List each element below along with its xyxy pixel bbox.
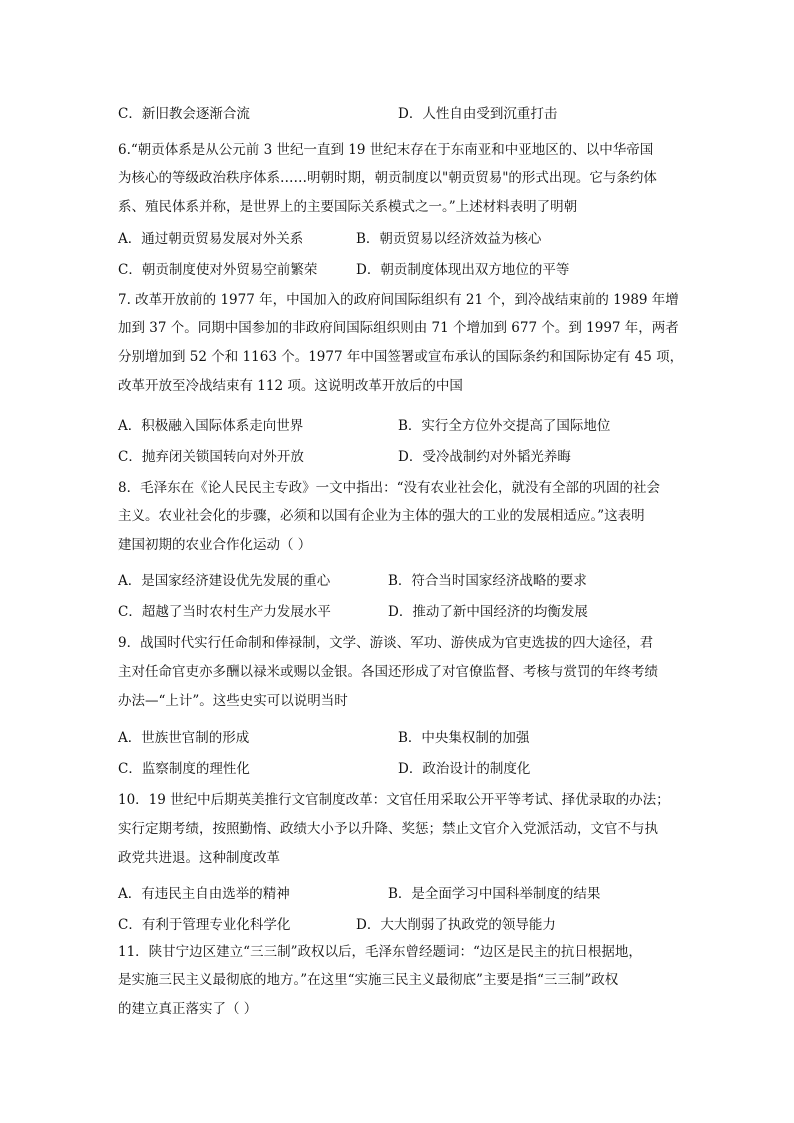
q7-stem-line-2: 加到 37 个。同期中国参加的非政府间国际组织则由 71 个增加到 677 个。到 1997 年，两者 [118, 320, 679, 336]
q9-option-a: A．世族世官制的形成 [118, 730, 250, 746]
q8-stem-line-1: 8．毛泽东在《论人民民主专政》一文中指出：“没有农业社会化，就没有全部的巩固的社会 [118, 480, 660, 496]
q7-option-b: B．实行全方位外交提高了国际地位 [398, 418, 611, 434]
q10-option-b: B．是全面学习中国科举制度的结果 [388, 886, 601, 902]
q7-stem-line-1: 7. 改革开放前的 1977 年，中国加入的政府间国际组织有 21 个，到冷战结束前的 1989 年增 [118, 292, 679, 308]
q11-stem-line-1: 11．陕甘宁边区建立“三三制”政权以后，毛泽东曾经题词：“边区是民主的抗日根据地， [118, 944, 642, 960]
q10-option-c: C．有利于管理专业化科学化 [118, 917, 291, 933]
q9-stem-line-2: 主对任命官吏亦多酬以禄米或赐以金银。各国还形成了对官僚监督、考核与赏罚的年终考绩 [118, 664, 658, 680]
q6-stem-line-1: 6.“朝贡体系是从公元前 3 世纪一直到 19 世纪末存在于东南亚和中亚地区的、以中华帝国 [118, 142, 654, 158]
q11-stem-line-3: 的建立真正落实了（ ） [118, 1001, 258, 1017]
q11-stem-line-2: 是实施三民主义最彻底的地方。”在这里“实施三民主义最彻底”主要是指“三三制”政权 [118, 972, 619, 988]
q9-stem-line-1: 9．战国时代实行任命制和俸禄制，文学、游谈、军功、游侠成为官吏选拔的四大途径，君 [118, 635, 654, 651]
q6-option-d: D．朝贡制度体现出双方地位的平等 [356, 262, 570, 278]
q10-option-a: A．有违民主自由选举的精神 [118, 886, 290, 902]
q8-stem-line-2: 主义。农业社会化的步骤，必须和以国有企业为主体的强大的工业的发展相适应。”这表明 [118, 508, 645, 524]
q5-option-d: D．人性自由受到沉重打击 [398, 106, 558, 122]
q10-stem-line-2: 实行定期考绩，按照勤惰、政绩大小予以升降、奖惩；禁止文官介入党派活动，文官不与执 [118, 821, 658, 837]
q9-option-b: B．中央集权制的加强 [398, 730, 530, 746]
q8-option-d: D．推动了新中国经济的均衡发展 [388, 604, 588, 620]
q7-option-a: A．积极融入国际体系走向世界 [118, 418, 304, 434]
q8-option-c: C．超越了当时农村生产力发展水平 [118, 604, 331, 620]
q9-option-c: C．监察制度的理性化 [118, 761, 250, 777]
q8-stem-line-3: 建国初期的农业合作化运动（ ） [118, 537, 312, 553]
q9-option-d: D．政治设计的制度化 [398, 761, 531, 777]
q7-option-c: C．抛弃闭关锁国转向对外开放 [118, 449, 304, 465]
q8-option-b: B．符合当时国家经济战略的要求 [388, 573, 587, 589]
q7-stem-line-3: 分别增加到 52 个和 1163 个。1977 年中国签署或宣布承认的国际条约和国际协定有 45 项， [118, 349, 684, 365]
q6-option-a: A．通过朝贡贸易发展对外关系 [118, 231, 304, 247]
q6-option-b: B．朝贡贸易以经济效益为核心 [356, 231, 542, 247]
q6-stem-line-2: 为核心的等级政治秩序体系……明朝时期，朝贡制度以"朝贡贸易"的形式出现。它与条约体 [118, 170, 657, 186]
q10-option-d: D．大大削弱了执政党的领导能力 [356, 917, 556, 933]
q5-option-c: C．新旧教会逐渐合流 [118, 106, 250, 122]
q10-stem-line-1: 10．19 世纪中后期英美推行文官制度改革：文官任用采取公开平等考试、择优录取的办法； [118, 792, 670, 808]
q7-option-d: D．受冷战制约对外韬光养晦 [398, 449, 571, 465]
q7-stem-line-4: 改革开放至冷战结束有 112 项。这说明改革开放后的中国 [118, 378, 463, 394]
q8-option-a: A．是国家经济建设优先发展的重心 [118, 573, 331, 589]
q6-stem-line-3: 系、殖民体系并称，是世界上的主要国际关系模式之一。”上述材料表明了明朝 [118, 199, 578, 215]
q9-stem-line-3: 办法—“上计”。这些史实可以说明当时 [118, 693, 348, 709]
q6-option-c: C．朝贡制度使对外贸易空前繁荣 [118, 262, 318, 278]
q10-stem-line-3: 政党共进退。这种制度改革 [118, 850, 280, 866]
